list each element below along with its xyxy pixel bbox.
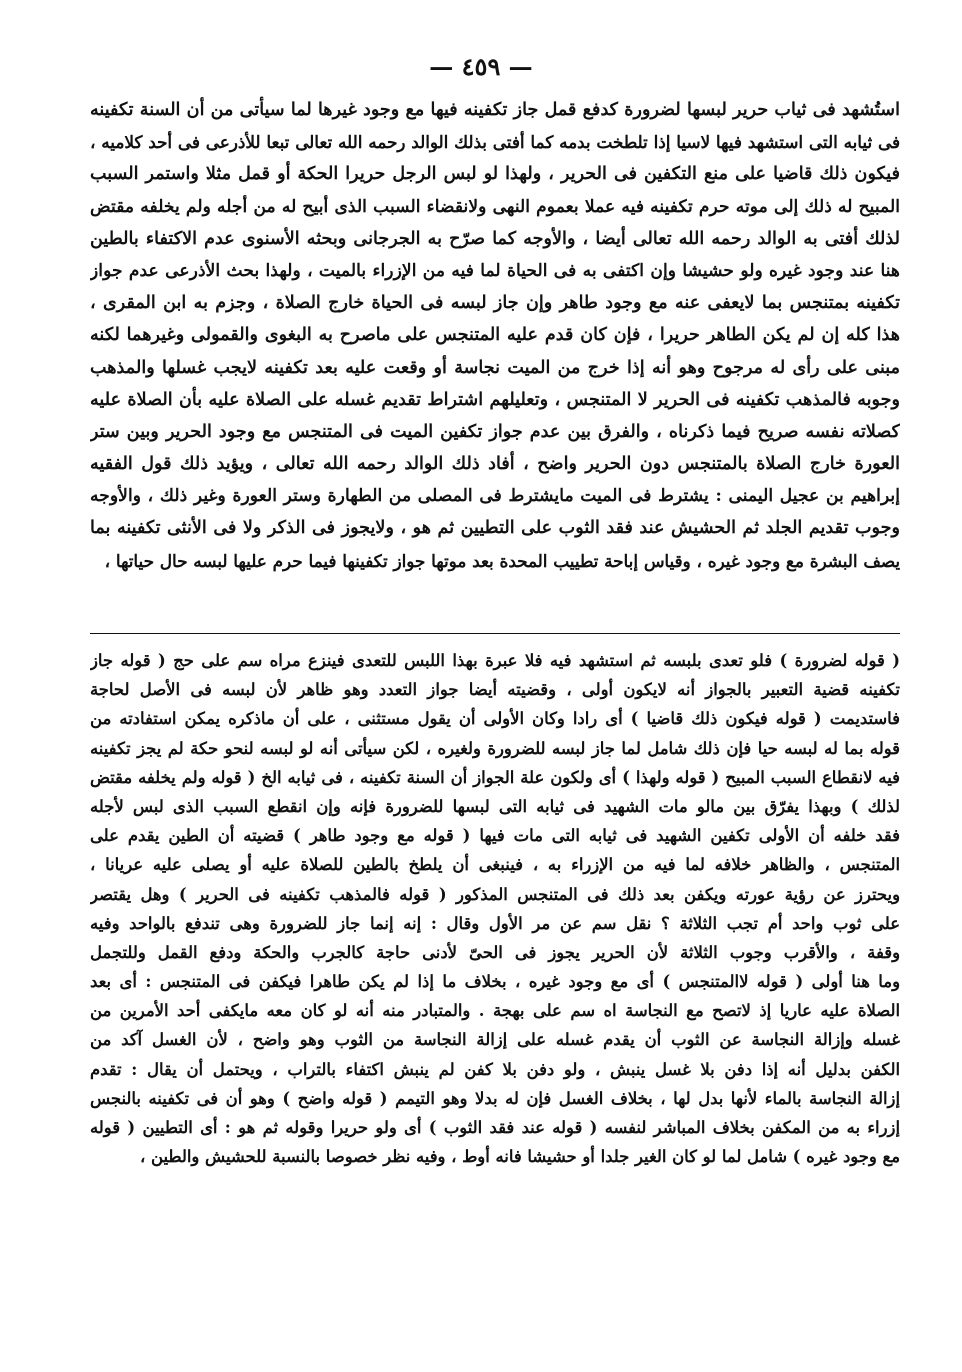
commentary-line: وما هنا أولى ( قوله لاالمتنجس ) أى مع وجود غيره ، بخلاف ما إذا لم يكن طاهرا فيكفن فى المتنجس : أى بعد (90, 972, 900, 992)
main-text-line: هذا كله إن لم يكن الطاهر حريرا ، فإن كان قدم عليه المتنجس على ماصرح به البغوى والقمولى وغيرهما لكنه (90, 324, 900, 346)
commentary-line: فقد خلفه أن الأولى تكفين الشهيد فى ثيابه التى مات فيها ( قوله مع وجود طاهر ) قضيته أن الطين يقدم على (90, 826, 900, 846)
commentary-line: إزالة النجاسة بالماء لأنها بدل لها ، بخلاف الغسل فإن له بدلا وهو التيمم ( قوله واضح ) وهو أن فى تكفينه بالنجس (90, 1088, 900, 1108)
commentary-line: إزراء به من المكفن بخلاف المباشر لنفسه ( قوله عند فقد الثوب ) أى ولو حريرا وقوله ثم هو : أى التطيين ( قوله (90, 1118, 900, 1137)
commentary-line: غسله وإزالة النجاسة عن الثوب أن يقدم غسله على إزالة النجاسة من الثوب وهو واضح ، لأن الغسل آكد من (90, 1030, 900, 1050)
commentary-line: فيه لانقطاع السبب المبيح ( قوله ولهذا ) أى ولكون علة الجواز أن السنة تكفينه ، فى ثيابه الخ ( قوله ولم يخلفه مقتض (90, 767, 900, 787)
main-text-line: وجوبه فالمذهب تكفينه فى الحرير لا المتنجس ، وتعليلهم اشتراط تقديم غسله على الصلاة عليه بأن الصلاة عليه (90, 388, 900, 410)
commentary-line: الكفن بدليل أنه إذا دفن بلا غسل ينبش ، ولو دفن بلا كفن لم ينبش اكتفاء بالتراب ، ويحتمل أن يقال : تقدم (90, 1059, 900, 1079)
commentary-line: على ثوب واحد أم تجب الثلاثة ؟ نقل سم عن مر الأول وقال : إنه إنما جاز للضرورة وهى تندفع بالواحد وفيه (90, 913, 900, 933)
main-text-line: تكفينه بمتنجس بما لايعفى عنه مع وجود طاهر وإن جاز لبسه فى الحياة خارج الصلاة ، وجزم به ابن المقرى ، (90, 292, 900, 314)
main-text-line: المبيح له ذلك إلى موته حرم تكفينه فيه عملا بعموم النهى ولانقضاء السبب الذى أبيح له من أجله ولم يخلفه مقتض (90, 196, 900, 217)
main-text-line: هنا عند وجود غيره ولو حشيشا وإن اكتفى به فى الحياة لما فيه من الإزراء بالميت ، ولهذا بحث الأذرعى عدم جواز (90, 260, 900, 281)
main-text-line: فيكون ذلك قاضيا على منع التكفين فى الحرير ، ولهذا لو لبس الرجل حريرا الحكة أو قمل مثلا واستمر السبب (90, 163, 900, 185)
main-text-line: لذلك أفتى به الوالد رحمه الله تعالى أيضا ، والأوجه كما صرّح به الجرجانى وبحثه الأسنوى عدم الاكتفاء بالطين (90, 227, 900, 249)
commentary-line: وقفة ، والأقرب وجوب الثلاثة لأن الحرير يجوز فى الحىّ لأدنى حاجة كالجرب والحكة ودفع القمل وللتجمل (90, 942, 900, 962)
commentary-line: قوله بما له لبسه حيا فإن ذلك شامل لما جاز لبسه للضرورة ولغيره ، لكن سيأتى أنه لو لبسه لنحو حكة لم يجز تكفينه (90, 738, 900, 758)
main-text-line: يصف البشرة مع وجود غيره ، وقياس إباحة تطييب المحدة بعد موتها جواز تكفينها فيما حرم عليها لبسه حال حياتها ، (104, 550, 900, 571)
commentary-line: ( قوله لضرورة ) فلو تعدى بلبسه ثم استشهد فيه فلا عبرة بهذا اللبس للتعدى فينزع مراه سم على حج ( قوله جاز (90, 651, 900, 670)
commentary-line: المتنجس ، والظاهر خلافه لما فيه من الإزراء به ، فينبغى أن يلطخ بالطين للصلاة عليه أو يصلى عليه عريانا ، (90, 855, 900, 875)
commentary-line: تكفينه قضية التعبير بالجواز أنه لايكون أولى ، وقضيته أيضا جواز التعدد وهو ظاهر لأن لبسه فى الأصل لحاجة (90, 680, 900, 700)
footnote-divider (90, 633, 900, 634)
main-text-line: العورة خارج الصلاة بالمتنجس دون الحرير واضح ، أفاد ذلك الوالد رحمه الله تعالى ، ويؤيد ذلك قول الفقيه (90, 453, 900, 475)
main-text-line: وجوب تقديم الجلد ثم الحشيش عند فقد الثوب على التطيين ثم هو ، ولايجوز فى الذكر ولا فى الأنثى تكفينه بما (90, 517, 900, 539)
commentary-line: الصلاة عليه عاريا إذ لاتصح مع النجاسة اه سم على بهجة . والمتبادر منه أنه لو كان معه مايكفى أحد الأمرين من (90, 1001, 900, 1021)
main-text-line: إبراهيم بن عجيل اليمنى : يشترط فى الميت مايشترط فى المصلى من الطهارة وستر العورة وغير ذلك ، والأوجه (90, 486, 900, 507)
commentary-line: لذلك ) وبهذا يفرّق بين مالو مات الشهيد فى ثيابه التى لبسها للضرورة فإنه وإن انقطع السبب الذى لبس لأجله (90, 796, 900, 816)
main-text-line: مبنى على رأى له مرجوح وهو أنه إذا خرج من الميت نجاسة أو وقعت عليه بعد تكفينه لايجب غسلها والمذهب (90, 356, 900, 378)
main-text-line: استُشهد فى ثياب حرير لبسها لضرورة كدفع قمل جاز تكفينه فيها مع وجود غيرها لما سيأتى من أن السنة تكفينه (90, 99, 900, 120)
commentary-line: ويحترز عن رؤية عورته ويكفن بعد ذلك فى المتنجس المذكور ( قوله فالمذهب تكفينه فى الحرير ) وهل يقتصر (90, 884, 900, 904)
commentary-line: مع وجود غيره ) شامل لما لو كان الغير جلدا أو حشيشا فانه أوط ، وفيه نظر خصوصا بالنسبة للحشيش والطين ، (140, 1147, 900, 1167)
commentary-line: فاستديمت ( قوله فيكون ذلك قاضيا ) أى رادا وكان الأولى أن يقول مستثنى ، على أن ماذكره يمكن استفادته من (90, 709, 900, 729)
main-text-body (90, 94, 900, 577)
commentary-notes (90, 646, 900, 1171)
main-text-line: فى ثيابه التى استشهد فيها لاسيا إذا تلطخت بدمه كما أفتى بذلك الوالد رحمه الله تعالى تبعا للأذرعى فى أحد كلاميه ، (90, 132, 900, 153)
main-text-line: كصلاته نفسه صريح فيما ذكرناه ، والفرق بين عدم جواز تكفين الميت فى المتنجس مع وجود الحرير وبين ستر (90, 420, 900, 442)
page-number: — ٤٥٩ — (429, 52, 533, 81)
